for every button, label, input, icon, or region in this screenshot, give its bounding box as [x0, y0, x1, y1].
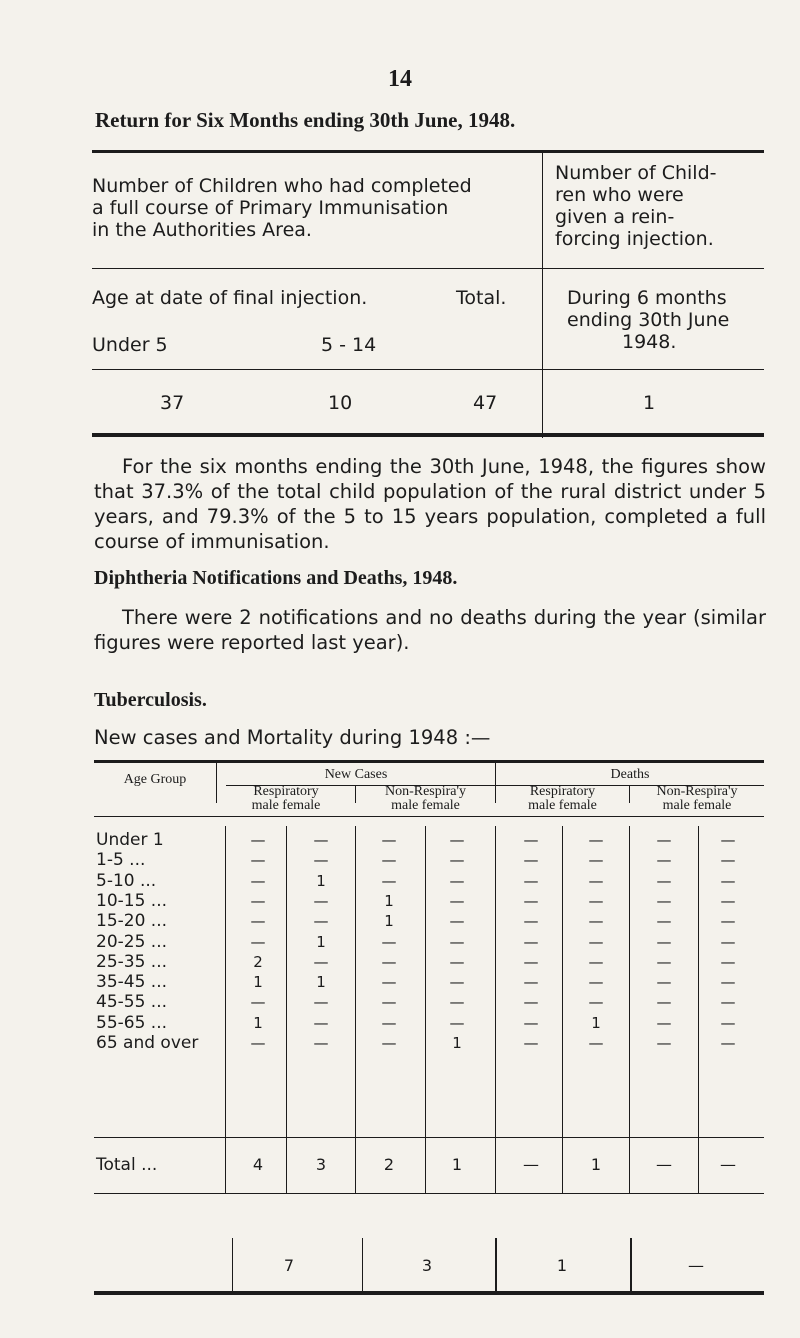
- table-cell: —: [656, 831, 672, 849]
- table-cell: —: [523, 932, 539, 951]
- table-cell: —: [381, 952, 397, 971]
- table-cell: —: [656, 871, 672, 890]
- table-cell: —: [523, 831, 539, 849]
- total-cell: 1: [590, 1155, 602, 1174]
- table-cell: —: [313, 831, 329, 849]
- diphtheria-heading: Diphtheria Notifications and Deaths, 1948.: [94, 567, 458, 589]
- table-cell: —: [523, 871, 539, 890]
- immunisation-table: [92, 150, 764, 438]
- table-cell: —: [449, 891, 465, 910]
- table-cell: —: [720, 1013, 736, 1032]
- table-cell: 1: [591, 1013, 601, 1032]
- table-cell: —: [523, 993, 539, 1012]
- age-group-header: Age Group: [123, 772, 187, 787]
- age-group-label: 35-45 ...: [96, 972, 168, 993]
- total-cell: —: [720, 1155, 736, 1174]
- tuberculosis-heading: Tuberculosis.: [94, 689, 207, 711]
- age-5-14-label: 5 - 14: [321, 334, 377, 356]
- table-cell: —: [313, 1013, 329, 1032]
- table-cell: —: [449, 952, 465, 971]
- during-label-line-1: During 6 months: [567, 287, 727, 309]
- table-cell: —: [656, 912, 672, 931]
- new-nonresp-header: Non-Respira'y: [384, 784, 467, 799]
- imm-header-line-2: a full course of Primary Immunisation: [92, 197, 449, 219]
- age-group-label: 20-25 ...: [96, 931, 168, 952]
- death-resp-mf-header: male female: [528, 798, 597, 813]
- table-cell: —: [720, 871, 736, 890]
- table-cell: —: [250, 932, 266, 951]
- table-cell: —: [588, 871, 604, 890]
- table-cell: 1: [384, 912, 394, 931]
- table-cell: —: [449, 993, 465, 1012]
- table-cell: 1: [253, 1013, 263, 1032]
- table-cell: —: [656, 1013, 672, 1032]
- table-cell: —: [449, 932, 465, 951]
- age-group-label: 1-5 ...: [96, 850, 146, 871]
- total-cell: —: [523, 1155, 539, 1174]
- age-5-14-value: 10: [328, 392, 353, 414]
- table-cell: —: [656, 932, 672, 951]
- reinforcing-header-line-1: Number of Child-: [555, 162, 717, 184]
- table-cell: —: [656, 891, 672, 910]
- table-cell: —: [250, 831, 266, 849]
- age-at-final-injection-label: Age at date of final injection.: [92, 287, 368, 309]
- grand-total-rule: [495, 1238, 497, 1293]
- table-cell: 1: [316, 932, 326, 951]
- table-cell: —: [720, 1034, 736, 1052]
- page-title: Return for Six Months ending 30th June, 1948.: [95, 108, 516, 132]
- table-cell: —: [523, 952, 539, 971]
- grand-total-cell: 1: [556, 1256, 568, 1275]
- table-cell: —: [656, 851, 672, 870]
- table-cell: —: [313, 851, 329, 870]
- age-group-label: 45-55 ...: [96, 992, 168, 1013]
- imm-header-line-1: Number of Children who had completed: [92, 175, 472, 197]
- table-cell: 1: [316, 973, 326, 992]
- table-cell: —: [588, 912, 604, 931]
- under-5-value: 37: [160, 392, 185, 414]
- table-cell: —: [656, 973, 672, 992]
- age-group-label: 10-15 ...: [96, 890, 168, 911]
- table-cell: —: [720, 952, 736, 971]
- table-cell: —: [720, 831, 736, 849]
- new-resp-header: Respiratory: [253, 784, 319, 799]
- table-cell: —: [588, 932, 604, 951]
- table-cell: —: [523, 1034, 539, 1052]
- grand-total-cell: 7: [283, 1256, 295, 1275]
- imm-header-line-3: in the Authorities Area.: [92, 219, 312, 241]
- total-value: 47: [473, 392, 498, 414]
- table-cell: —: [523, 912, 539, 931]
- total-cell: 3: [315, 1155, 327, 1174]
- deaths-header: Deaths: [610, 767, 650, 782]
- table-cell: —: [449, 831, 465, 849]
- table-cell: —: [588, 973, 604, 992]
- table-cell: —: [313, 952, 329, 971]
- table-cell: —: [720, 912, 736, 931]
- diphtheria-paragraph: There were 2 notifications and no deaths during the year (similar figures were reported last year).: [94, 606, 766, 654]
- table-cell: 2: [253, 952, 263, 971]
- table-cell: —: [381, 973, 397, 992]
- table-cell: —: [523, 851, 539, 870]
- death-nonresp-mf-header: male female: [662, 798, 732, 813]
- death-resp-header: Respiratory: [529, 784, 596, 799]
- table-cell: —: [381, 1013, 397, 1032]
- age-group-label: 25-35 ...: [96, 951, 168, 972]
- table-cell: —: [720, 932, 736, 951]
- total-cell: 2: [383, 1155, 395, 1174]
- table-cell: —: [449, 871, 465, 890]
- table-cell: 1: [253, 973, 263, 992]
- table-cell: —: [381, 851, 397, 870]
- new-cases-header: New Cases: [324, 767, 388, 782]
- table-cell: —: [588, 891, 604, 910]
- total-label: Total.: [456, 287, 507, 309]
- total-cell: —: [656, 1155, 672, 1174]
- table-cell: —: [313, 891, 329, 910]
- table-cell: —: [250, 1034, 266, 1052]
- during-label-line-2: ending 30th June: [567, 309, 730, 331]
- table-cell: —: [449, 912, 465, 931]
- reinforcing-header-line-3: given a rein-: [555, 206, 675, 228]
- under-5-label: Under 5: [92, 334, 168, 356]
- table-cell: —: [381, 871, 397, 890]
- age-group-label: Under 1: [96, 830, 164, 850]
- reinforcing-value: 1: [643, 392, 656, 414]
- table-cell: 1: [452, 1034, 462, 1052]
- table-cell: —: [381, 831, 397, 849]
- total-cell: 1: [451, 1155, 463, 1174]
- grand-total-cell: 3: [421, 1256, 433, 1275]
- table-cell: —: [449, 851, 465, 870]
- grand-total-rule: [630, 1238, 632, 1293]
- total-cell: 4: [252, 1155, 264, 1174]
- age-group-label: 15-20 ...: [96, 911, 168, 932]
- grand-total-cell: —: [688, 1256, 704, 1275]
- new-resp-mf-header: male female: [251, 798, 321, 813]
- table-cell: —: [250, 851, 266, 870]
- table-cell: —: [250, 993, 266, 1012]
- table-cell: —: [656, 952, 672, 971]
- total-row-label: Total ...: [96, 1155, 158, 1175]
- table-cell: —: [449, 1013, 465, 1032]
- table-cell: —: [313, 993, 329, 1012]
- table-cell: —: [381, 932, 397, 951]
- table-cell: —: [381, 993, 397, 1012]
- tuberculosis-table: [94, 760, 764, 1300]
- table-cell: —: [250, 871, 266, 890]
- age-group-label: 65 and over: [96, 1033, 199, 1053]
- table-cell: —: [720, 891, 736, 910]
- table-cell: —: [523, 973, 539, 992]
- table-cell: —: [250, 891, 266, 910]
- tuberculosis-subheading: New cases and Mortality during 1948 :—: [94, 726, 491, 749]
- new-nonresp-mf-header: male female: [391, 798, 460, 813]
- immunisation-paragraph: For the six months ending the 30th June, 1948, the figures show that 37.3% of the total child population of the rural district under 5 years, and 79.3% of the 5 to 15 years population, completed a full course of immunisation.: [94, 455, 766, 553]
- table-cell: —: [588, 952, 604, 971]
- table-cell: —: [449, 973, 465, 992]
- table-cell: 1: [384, 891, 394, 910]
- table-cell: —: [523, 891, 539, 910]
- table-cell: —: [523, 1013, 539, 1032]
- table-cell: —: [313, 1034, 329, 1052]
- death-nonresp-header: Non-Respira'y: [656, 784, 738, 799]
- table-cell: 1: [316, 871, 326, 890]
- table-cell: —: [588, 1034, 604, 1052]
- table-cell: —: [313, 912, 329, 931]
- age-group-label: 5-10 ...: [96, 870, 157, 891]
- table-cell: —: [588, 831, 604, 849]
- reinforcing-header-line-4: forcing injection.: [555, 228, 714, 250]
- table-cell: —: [720, 851, 736, 870]
- grand-total-rule: [232, 1238, 233, 1293]
- table-cell: —: [381, 1034, 397, 1052]
- table-cell: —: [720, 973, 736, 992]
- reinforcing-header-line-2: ren who were: [555, 184, 684, 206]
- grand-total-rule: [362, 1238, 363, 1293]
- table-cell: —: [656, 993, 672, 1012]
- table-cell: —: [656, 1034, 672, 1052]
- age-group-label: 55-65 ...: [96, 1012, 168, 1033]
- table-cell: —: [588, 851, 604, 870]
- table-cell: —: [588, 993, 604, 1012]
- page-number: 14: [388, 66, 412, 92]
- table-cell: —: [720, 993, 736, 1012]
- table-cell: —: [250, 912, 266, 931]
- during-label-line-3: 1948.: [622, 331, 677, 353]
